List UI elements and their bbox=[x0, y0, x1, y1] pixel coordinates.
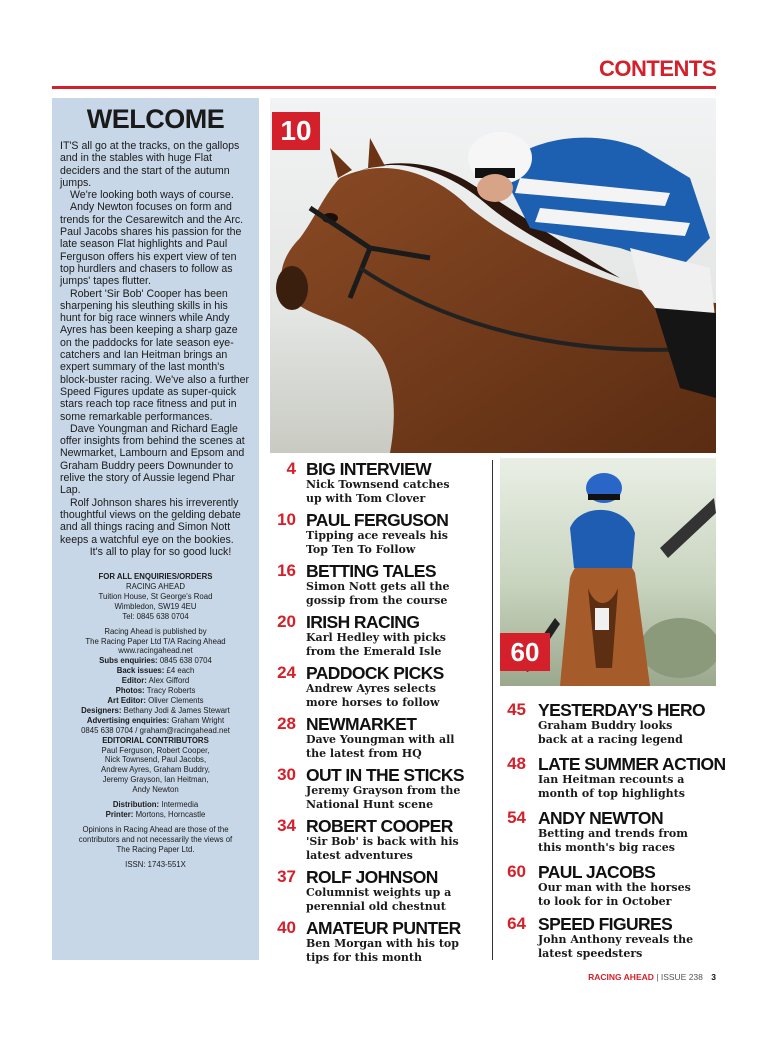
page-footer bbox=[588, 972, 716, 982]
entry-description: Graham Buddry looks back at a racing legend bbox=[538, 719, 683, 746]
welcome-heading: WELCOME bbox=[86, 104, 225, 134]
intro-paragraph: Robert 'Sir Bob' Cooper has been sharpening his sleuthing skills in his hunt for big race winners while Andy Ayres has been keeping a sharp gaze on the paddocks for late season eye-catchers and Ian Heitman brings an expert summary of the last month's block-buster racing. We've also a further Speed Figures update as super-quick stars reach top race fitness and put in some remarkable performances. bbox=[60, 287, 250, 423]
distribution-line: Distribution: Intermedia bbox=[112, 800, 199, 810]
entry-description: 'Sir Bob' is back with his latest adventures bbox=[306, 835, 459, 862]
entry-title: BIG INTERVIEW bbox=[306, 459, 432, 479]
entry-title: OUT IN THE STICKS bbox=[306, 765, 464, 785]
issn: ISSN: 1743-551X bbox=[125, 859, 186, 869]
entry-description: Simon Nott gets all the gossip from the course bbox=[306, 580, 450, 607]
entry-description: Jeremy Grayson from the National Hunt scene bbox=[306, 784, 461, 811]
enquiries-heading: FOR ALL ENQUIRIES/ORDERS bbox=[98, 572, 213, 582]
page-number: 10 bbox=[277, 510, 296, 529]
page-title: CONTENTS bbox=[599, 56, 716, 81]
back-issues-line: Back issues: £4 each bbox=[116, 666, 195, 676]
entry-description: Tipping ace reveals his Top Ten To Follow bbox=[306, 529, 448, 556]
entry-description: Betting and trends from this month's big races bbox=[538, 827, 688, 854]
editor-line: Editor: Alex Gifford bbox=[121, 676, 190, 686]
address-line: Tuition House, St George's Road bbox=[98, 591, 213, 601]
entry-title: IRISH RACING bbox=[306, 612, 420, 632]
entry-title: LATE SUMMER ACTION bbox=[538, 754, 726, 774]
page-number: 60 bbox=[507, 862, 526, 881]
website-link[interactable]: www.racingahead.net bbox=[118, 646, 193, 656]
publisher-line: Racing Ahead is published by bbox=[104, 626, 207, 636]
entry-description: Andrew Ayres selects more horses to follow bbox=[306, 682, 440, 709]
intro-paragraph: Rolf Johnson shares his irreverently thoughtful views on the gelding debate and all things racing and Simon Nott keeps a watchful eye on the bookies. bbox=[60, 496, 241, 546]
hero-photo bbox=[270, 98, 716, 453]
footer-issue: | ISSUE 238 bbox=[656, 972, 703, 982]
entry-title: AMATEUR PUNTER bbox=[306, 918, 461, 938]
page-number: 40 bbox=[277, 918, 296, 937]
contributors-line: Andy Newton bbox=[132, 785, 179, 795]
contributors-line: Paul Ferguson, Robert Cooper, bbox=[101, 745, 210, 755]
entry-title: SPEED FIGURES bbox=[538, 914, 673, 934]
page-badge: 60 bbox=[500, 633, 550, 671]
page-number: 45 bbox=[507, 700, 526, 719]
opinion-line: Opinions in Racing Ahead are those of the bbox=[82, 824, 229, 834]
intro-paragraph: We're looking both ways of course. bbox=[70, 189, 234, 202]
art-editor-line: Art Editor: Oliver Clements bbox=[107, 695, 204, 705]
header-rule bbox=[52, 86, 716, 89]
page-number: 30 bbox=[277, 765, 296, 784]
page-badge: 10 bbox=[272, 112, 320, 150]
entry-description: Columnist weights up a perennial old chestnut bbox=[306, 886, 452, 913]
opinion-line: The Racing Paper Ltd. bbox=[116, 844, 195, 854]
intro-paragraph: It's all to play for so good luck! bbox=[89, 545, 232, 558]
entry-title: BETTING TALES bbox=[306, 561, 436, 581]
entry-description: Ben Morgan with his top tips for this month bbox=[306, 937, 459, 964]
page-number: 64 bbox=[507, 914, 526, 933]
entry-description: Our man with the horses to look for in October bbox=[538, 881, 691, 908]
page-number: 4 bbox=[286, 459, 296, 478]
entry-title: PAUL JACOBS bbox=[538, 862, 656, 882]
entry-description: Ian Heitman recounts a month of top highlights bbox=[538, 773, 685, 800]
intro-paragraph: Andy Newton focuses on form and trends for the Cesarewitch and the Arc. Paul Jacobs shares his passion for the late season Flat highlights and Paul Ferguson offers his expert view of ten top hurdlers and chasers to follow as jumps' tapes flutter. bbox=[60, 201, 244, 288]
page-number: 34 bbox=[277, 816, 296, 835]
entry-title: ANDY NEWTON bbox=[538, 808, 663, 828]
entry-description: Nick Townsend catches up with Tom Clover bbox=[306, 478, 450, 505]
contributors-line: Jeremy Grayson, Ian Heitman, bbox=[102, 775, 209, 785]
advertising-contact: 0845 638 0704 / graham@racingahead.net bbox=[81, 725, 230, 735]
contributors-line: Andrew Ayres, Graham Buddry, bbox=[101, 765, 210, 775]
contributors-heading: EDITORIAL CONTRIBUTORS bbox=[102, 735, 209, 745]
opinion-line: contributors and not necessarily the views of bbox=[78, 834, 233, 844]
welcome-sidebar bbox=[52, 98, 259, 960]
designers-line: Designers: Bethany Jodi & James Stewart bbox=[81, 705, 230, 715]
page-number: 37 bbox=[277, 867, 296, 886]
entry-title: YESTERDAY'S HERO bbox=[538, 700, 706, 720]
page-number: 20 bbox=[277, 612, 296, 631]
address-line: Wimbledon, SW19 4EU bbox=[114, 601, 197, 611]
welcome-text bbox=[60, 140, 251, 558]
enquiries-block bbox=[60, 572, 251, 869]
footer-page-number: 3 bbox=[711, 972, 716, 982]
horse-jockey-image bbox=[270, 98, 716, 453]
entry-title: PADDOCK PICKS bbox=[306, 663, 444, 683]
page-number: 54 bbox=[507, 808, 526, 827]
publisher-line: The Racing Paper Ltd T/A Racing Ahead bbox=[85, 636, 226, 646]
intro-paragraph: IT'S all go at the tracks, on the gallops and in the stables with huge Flat deciders and the start of the autumn jumps. bbox=[60, 140, 240, 189]
printer-line: Printer: Mortons, Horncastle bbox=[105, 809, 206, 819]
entry-title: ROLF JOHNSON bbox=[306, 867, 438, 887]
footer-brand: RACING AHEAD bbox=[588, 972, 654, 982]
company-name: RACING AHEAD bbox=[126, 582, 185, 591]
page-number: 48 bbox=[507, 754, 526, 773]
telephone: Tel: 0845 638 0704 bbox=[122, 611, 189, 621]
advertising-line: Advertising enquiries: Graham Wright bbox=[86, 715, 225, 725]
column-divider bbox=[492, 460, 493, 960]
entry-title: PAUL FERGUSON bbox=[306, 510, 449, 530]
page-number: 24 bbox=[277, 663, 296, 682]
contributors-line: Nick Townsend, Paul Jacobs, bbox=[104, 755, 207, 765]
page-number: 28 bbox=[277, 714, 296, 733]
intro-paragraph: Dave Youngman and Richard Eagle offer insights from behind the scenes at Newmarket, Lambourn and Epsom and Graham Buddry peers Downunder to relive the story of Aussie legend Phar Lap. bbox=[60, 422, 245, 497]
page-number: 16 bbox=[277, 561, 296, 580]
subs-line: Subs enquiries: 0845 638 0704 bbox=[99, 656, 212, 666]
entry-title: ROBERT COOPER bbox=[306, 816, 453, 836]
entry-description: John Anthony reveals the latest speedsters bbox=[538, 933, 694, 960]
photos-line: Photos: Tracy Roberts bbox=[115, 686, 196, 696]
entry-description: Dave Youngman with all the latest from HQ bbox=[306, 733, 455, 760]
entry-title: NEWMARKET bbox=[306, 714, 417, 734]
entry-description: Karl Hedley with picks from the Emerald Isle bbox=[306, 631, 446, 658]
